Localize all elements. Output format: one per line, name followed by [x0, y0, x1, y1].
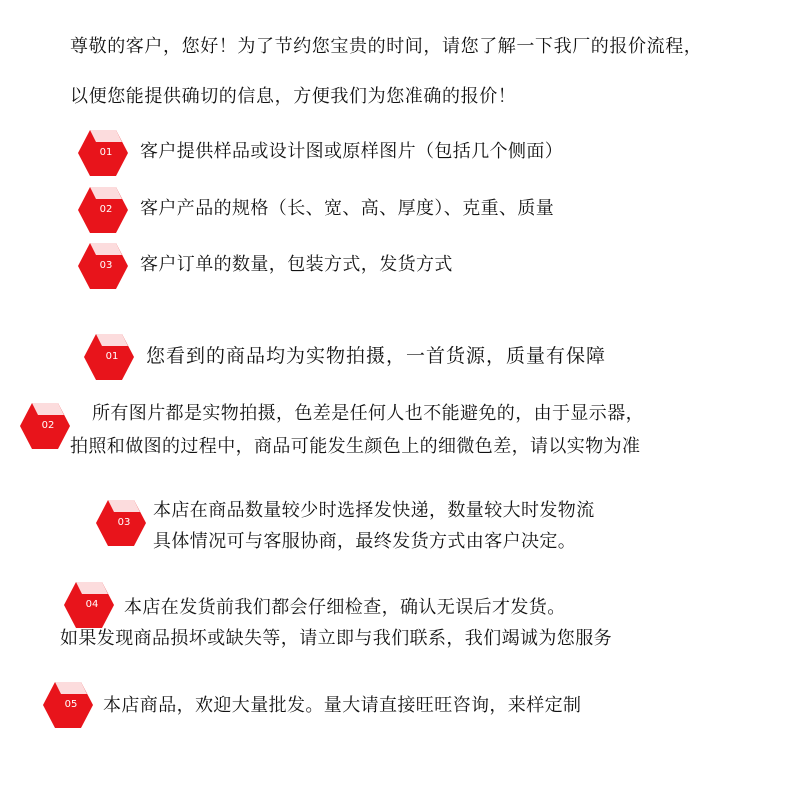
step-badge-icon [78, 187, 128, 233]
note-badge-icon [64, 582, 114, 628]
step-text: 客户产品的规格（长、宽、高、厚度）、克重、质量 [140, 198, 555, 219]
note-text-line: 所有图片都是实物拍摄，色差是任何人也不能避免的，由于显示器， [92, 403, 644, 424]
intro-line-2: 以便您能提供确切的信息，方便我们为您准确的报价！ [70, 86, 517, 107]
step-badge-icon [78, 243, 128, 289]
step-text: 客户提供样品或设计图或原样图片（包括几个侧面） [140, 141, 564, 162]
step-badge-number: 01 [99, 146, 113, 158]
step-text: 客户订单的数量，包装方式，发货方式 [140, 254, 453, 275]
note-text-line: 本店在发货前我们都会仔细检查，确认无误后才发货。 [124, 597, 566, 618]
note-badge-number: 04 [85, 598, 99, 610]
note-badge-number: 01 [105, 350, 119, 362]
note-badge-icon [84, 334, 134, 380]
note-text-line: 拍照和做图的过程中，商品可能发生颜色上的细微色差，请以实物为准 [70, 436, 641, 457]
step-badge-number: 02 [99, 203, 113, 215]
note-text-line: 本店在商品数量较少时选择发快递，数量较大时发物流 [153, 500, 595, 521]
note-badge-icon [43, 682, 93, 728]
note-badge-icon [96, 500, 146, 546]
intro-line-1: 尊敬的客户，您好！为了节约您宝贵的时间，请您了解一下我厂的报价流程， [70, 36, 703, 57]
note-text-line: 具体情况可与客服协商，最终发货方式由客户决定。 [153, 531, 577, 552]
note-badge-number: 03 [117, 516, 131, 528]
step-badge-number: 03 [99, 259, 113, 271]
step-badge-icon [78, 130, 128, 176]
note-text-line: 如果发现商品损坏或缺失等，请立即与我们联系，我们竭诚为您服务 [60, 628, 612, 649]
note-badge-icon [20, 403, 70, 449]
note-badge-number: 02 [41, 419, 55, 431]
note-text-line: 您看到的商品均为实物拍摄，一首货源，质量有保障 [146, 345, 607, 367]
note-badge-number: 05 [64, 698, 78, 710]
note-text-line: 本店商品，欢迎大量批发。量大请直接旺旺咨询，来样定制 [103, 695, 582, 716]
